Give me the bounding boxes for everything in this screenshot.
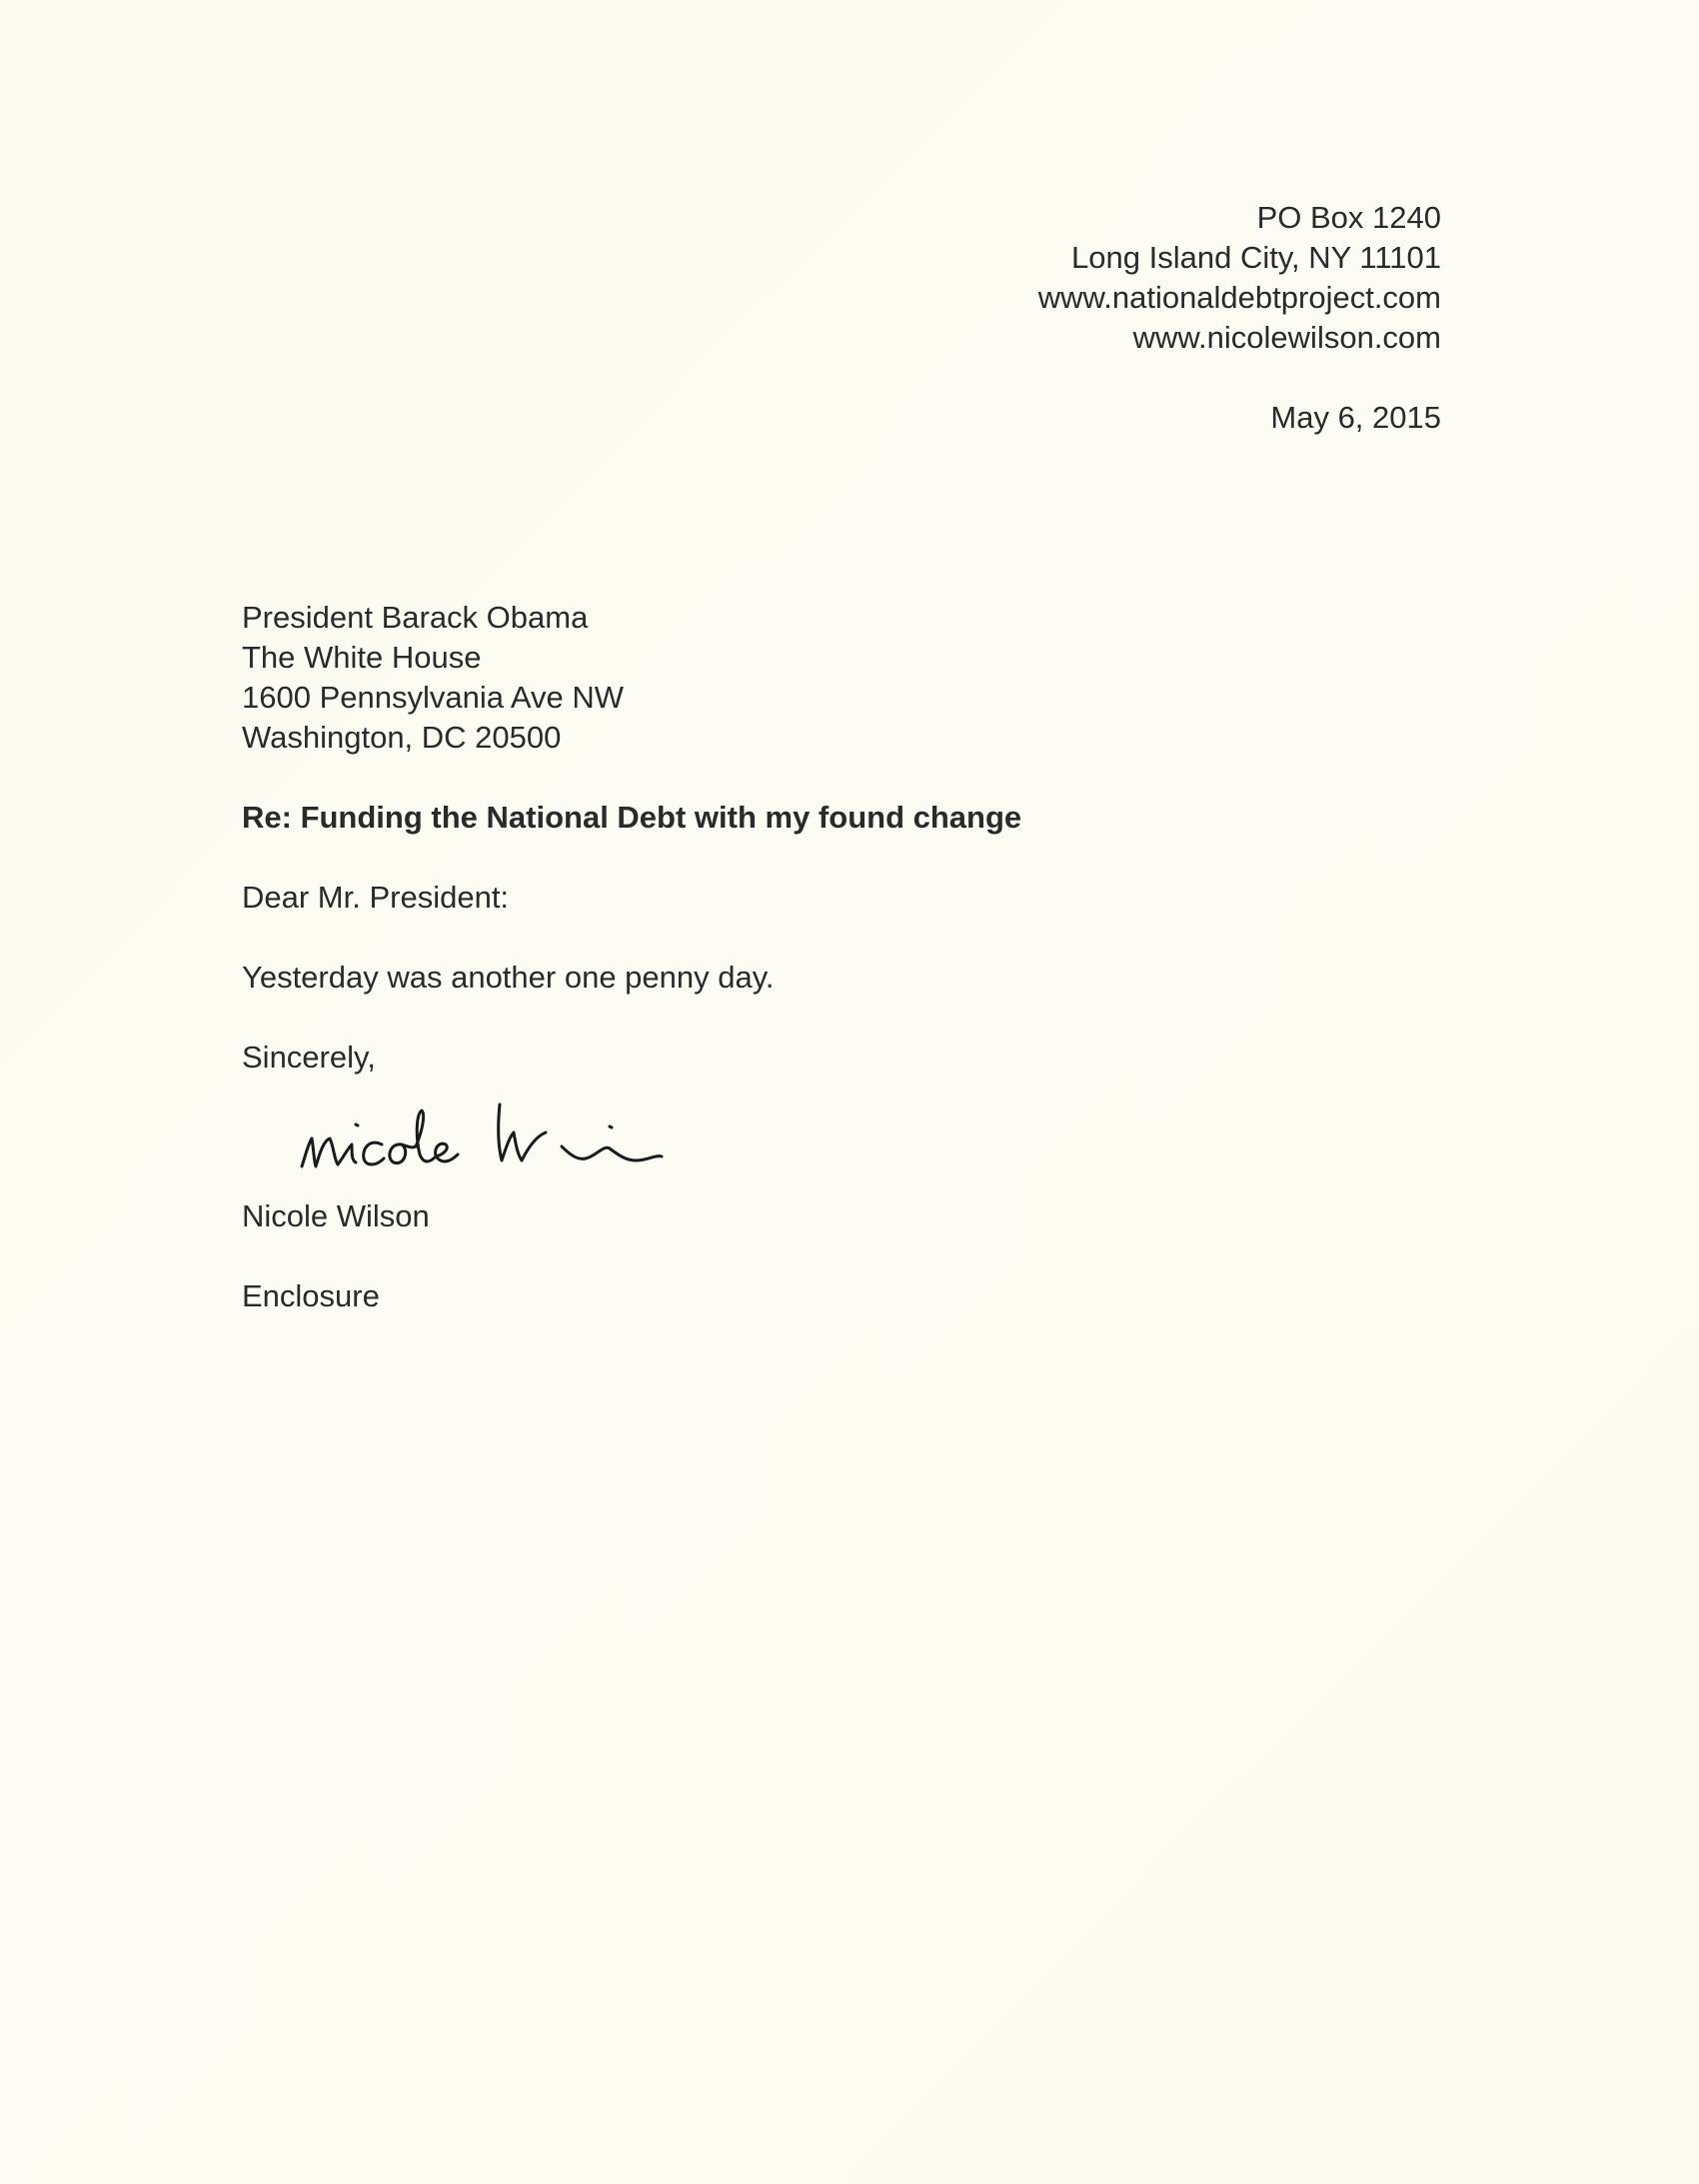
sender-website-personal: www.nicolewilson.com bbox=[1132, 320, 1441, 355]
handwritten-signature bbox=[290, 1075, 690, 1174]
sender-city: Long Island City, NY 11101 bbox=[1071, 240, 1441, 275]
recipient-name: President Barack Obama bbox=[242, 600, 589, 635]
recipient-address bbox=[242, 598, 1341, 758]
sender-website-project: www.nationaldebtproject.com bbox=[1037, 280, 1441, 315]
sender-po-box: PO Box 1240 bbox=[1256, 200, 1441, 235]
recipient-organization: The White House bbox=[242, 640, 482, 675]
body-paragraph: Yesterday was another one penny day. bbox=[242, 960, 775, 995]
salutation: Dear Mr. President: bbox=[242, 880, 510, 915]
signer-name: Nicole Wilson bbox=[242, 1198, 430, 1233]
enclosure-notation: Enclosure bbox=[242, 1278, 380, 1313]
recipient-city: Washington, DC 20500 bbox=[242, 720, 562, 755]
sender-address bbox=[1038, 198, 1441, 358]
subject-line: Re: Funding the National Debt with my found change bbox=[242, 800, 1022, 835]
recipient-street: 1600 Pennsylvania Ave NW bbox=[242, 680, 624, 715]
letter-date: May 6, 2015 bbox=[1270, 400, 1441, 435]
closing: Sincerely, bbox=[242, 1040, 376, 1075]
